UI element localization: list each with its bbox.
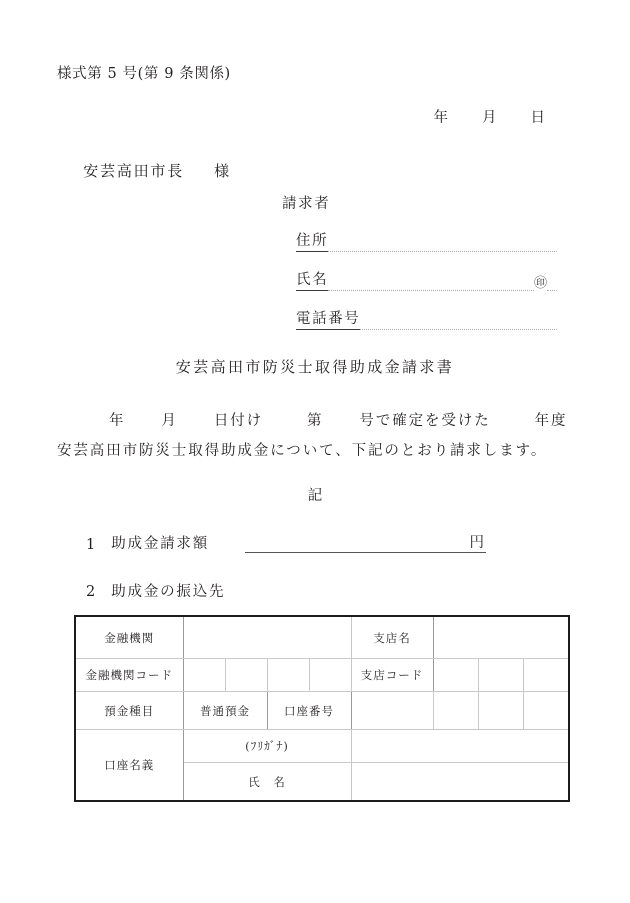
item-1-label: 助成金請求額 (111, 536, 210, 552)
phone-input[interactable] (360, 312, 557, 330)
name-input[interactable] (328, 273, 534, 291)
claimant-phone-row (296, 307, 557, 330)
item-2-row (86, 580, 225, 601)
branch-code-label: 支店コード (351, 659, 433, 692)
body-number-prefix: 第 (307, 413, 324, 429)
branch-input[interactable] (433, 616, 569, 659)
yen-unit-label: 円 (468, 531, 487, 553)
item-1-row (86, 531, 486, 553)
claimant-heading: 請求者 (282, 196, 331, 212)
body-number-suffix: 号で確定を受けた (359, 413, 491, 429)
institution-code-box[interactable] (183, 659, 225, 692)
claimant-address-row (296, 229, 557, 252)
account-holder-label: 口座名義 (75, 730, 183, 802)
deposit-type-value[interactable]: 普通預金 (183, 692, 267, 730)
claimant-block (282, 192, 557, 346)
item-2-label: 助成金の振込先 (111, 584, 226, 600)
table-row-account (75, 692, 569, 730)
addressee-honorific: 様 (214, 162, 231, 180)
table-row-codes (75, 659, 569, 692)
table-row-institution (75, 616, 569, 659)
account-number-label: 口座番号 (267, 692, 351, 730)
account-number-box[interactable] (433, 692, 478, 730)
body-line2: 安芸高田市防災士取得助成金について、下記のとおり請求します。 (57, 443, 548, 459)
holder-name-input[interactable] (351, 763, 569, 802)
addressee-name: 安芸高田市長 (83, 162, 185, 180)
item-1-number: 1 (86, 537, 96, 553)
institution-code-box[interactable] (267, 659, 309, 692)
date-line (415, 90, 545, 143)
account-number-box[interactable] (478, 692, 523, 730)
ki-mark: 記 (307, 488, 323, 504)
body-month-label: 月 (161, 413, 178, 429)
body-paragraph (57, 406, 577, 466)
seal-icon: ㊞ (533, 276, 547, 291)
body-day-label: 日付け (213, 413, 264, 429)
phone-label: 電話番号 (296, 307, 360, 330)
table-row-holder-furigana (75, 730, 569, 763)
address-label: 住所 (296, 229, 328, 252)
form-number: 様式第 5 号(第 9 条関係) (57, 66, 231, 82)
branch-code-box[interactable] (478, 659, 523, 692)
name-leader-tail (547, 273, 557, 291)
date-day-label: 日 (530, 110, 545, 126)
date-year-label: 年 (433, 110, 448, 126)
date-month-label: 月 (481, 110, 497, 126)
account-number-box[interactable] (523, 692, 569, 730)
furigana-label: (ﾌﾘｶﾞﾅ) (183, 730, 351, 763)
account-number-box[interactable] (351, 692, 433, 730)
claimant-name-row (296, 268, 557, 291)
amount-input[interactable] (245, 533, 467, 553)
body-fiscal-year: 年度 (534, 413, 568, 429)
bank-details-table (74, 615, 570, 802)
name-label: 氏名 (296, 268, 328, 291)
institution-code-box[interactable] (309, 659, 351, 692)
holder-name-label: 氏 名 (183, 763, 351, 802)
document-title: 安芸高田市防災士取得助成金請求書 (175, 358, 455, 376)
body-year-label: 年 (109, 413, 126, 429)
institution-code-label: 金融機関コード (75, 659, 183, 692)
branch-label: 支店名 (351, 616, 433, 659)
institution-label: 金融機関 (75, 616, 183, 659)
branch-code-box[interactable] (433, 659, 478, 692)
institution-code-box[interactable] (225, 659, 267, 692)
institution-input[interactable] (183, 616, 351, 659)
address-input[interactable] (328, 234, 557, 252)
branch-code-box[interactable] (523, 659, 569, 692)
addressee-line (57, 142, 231, 199)
item-2-number: 2 (86, 584, 96, 600)
deposit-type-label: 預金種目 (75, 692, 183, 730)
furigana-input[interactable] (351, 730, 569, 763)
